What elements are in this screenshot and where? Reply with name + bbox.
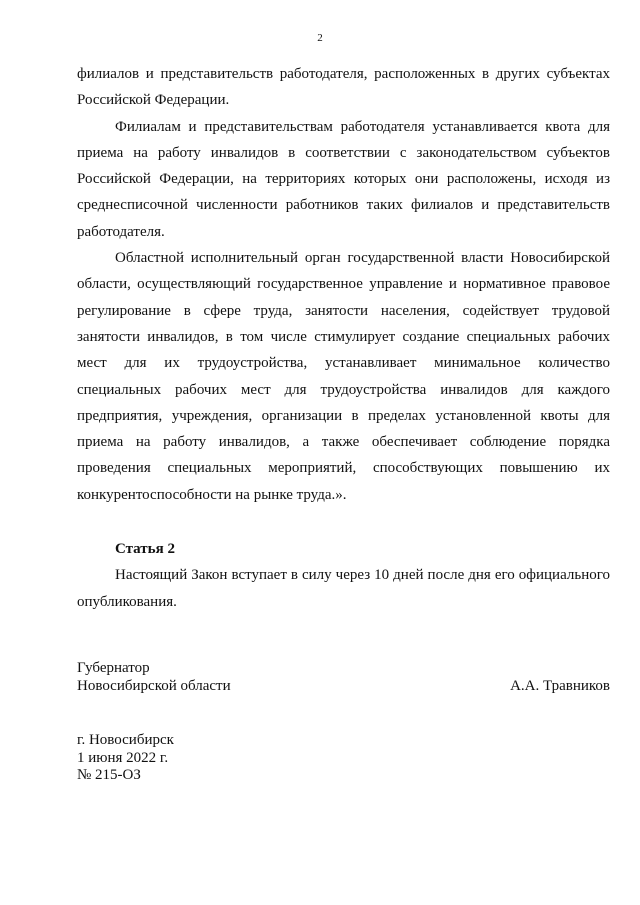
paragraph-quota: Филиалам и представительствам работодателя устанавливается квота для приема на работу инвалидов в соответствии с законодательством субъектов Российской Федерации, на территориях которых они расположены, исходя из среднесписочной численности работников таких филиалов и представительств работодателя. (77, 118, 610, 240)
signature-block (77, 659, 610, 695)
paragraph-regional-authority: Областной исполнительный орган государственной власти Новосибирской области, осуществляющий государственное управление и нормативное правовое регулирование в сфере труда, занятости населения, содействует трудовой занятости инвалидов, в том числе стимулирует создание специальных рабочих мест для их трудоустройства, устанавливает минимальное количество специальных рабочих мест для трудоустройства инвалидов для каждого предприятия, учреждения, организации в пределах установленной квоты для приема на работу инвалидов, а также обеспечивает соблюдение порядка проведения специальных мероприятий, способствующих повышению их конкурентоспособности на рынке труда.». (77, 250, 610, 503)
article-heading: Статья 2 (115, 541, 175, 558)
paragraph-continuation: филиалов и представительств работодателя, расположенных в других субъектах Российской Федерации. (77, 66, 610, 109)
signatory-title-line2: Новосибирской области (77, 678, 231, 694)
document-body (77, 61, 610, 615)
page-number: 2 (317, 32, 323, 44)
signing-city: г. Новосибирск (77, 732, 174, 748)
law-number: № 215-ОЗ (77, 767, 141, 783)
document-footer (77, 732, 174, 785)
signatory-name: А.А. Травников (510, 678, 610, 694)
signatory-title-line1: Губернатор (77, 660, 150, 676)
signing-date: 1 июня 2022 г. (77, 749, 169, 766)
article-text: Настоящий Закон вступает в силу через 10 дней после дня его официального опубликования. (77, 567, 610, 610)
